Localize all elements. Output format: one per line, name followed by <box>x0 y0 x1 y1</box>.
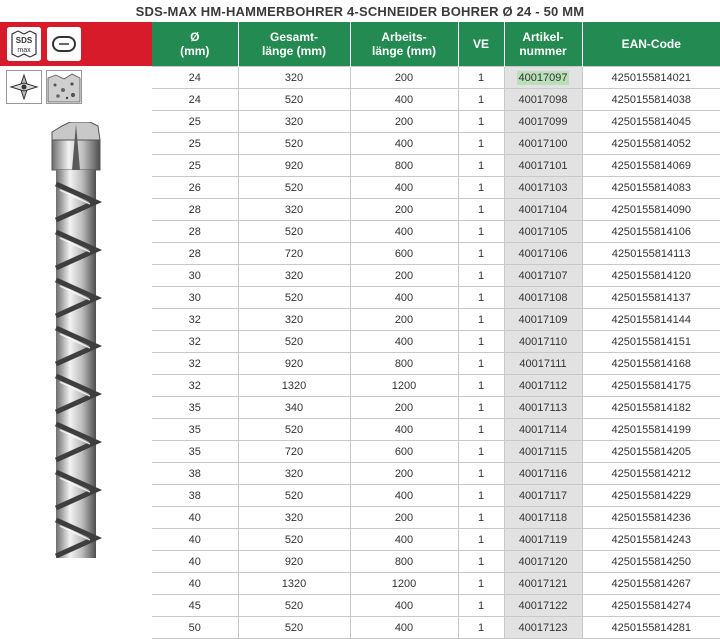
article-number-cell <box>504 287 582 309</box>
article-number-cell <box>504 199 582 221</box>
article-number-text: 40017097 <box>517 71 570 85</box>
diameter-cell: 28 <box>152 221 238 243</box>
article-number-cell <box>504 133 582 155</box>
pack-unit-cell: 1 <box>458 111 504 133</box>
ean-code-cell: 4250155814205 <box>582 441 720 463</box>
pack-unit-cell: 1 <box>458 353 504 375</box>
article-number-text: 40017123 <box>519 622 568 634</box>
article-number-text: 40017114 <box>519 424 567 436</box>
product-table <box>152 22 720 639</box>
article-number-cell <box>504 111 582 133</box>
pack-unit-header <box>458 22 504 67</box>
working-length-cell: 400 <box>350 177 458 199</box>
table-body <box>152 67 720 639</box>
diameter-cell: 32 <box>152 309 238 331</box>
total-length-cell: 520 <box>238 177 350 199</box>
table-row <box>152 551 720 573</box>
article-number-header <box>504 22 582 67</box>
pack-unit-cell: 1 <box>458 309 504 331</box>
ean-code-cell: 4250155814229 <box>582 485 720 507</box>
table-row <box>152 133 720 155</box>
article-number-header-line1: Artikel- <box>505 30 582 44</box>
article-number-cell <box>504 221 582 243</box>
working-length-cell: 400 <box>350 595 458 617</box>
total-length-cell: 1320 <box>238 573 350 595</box>
ean-code-cell: 4250155814175 <box>582 375 720 397</box>
ean-code-cell: 4250155814069 <box>582 155 720 177</box>
pack-unit-cell: 1 <box>458 441 504 463</box>
slot-shank-icon <box>46 26 82 62</box>
sds-max-icon <box>6 26 42 62</box>
pack-unit-cell: 1 <box>458 243 504 265</box>
ean-code-cell: 4250155814038 <box>582 89 720 111</box>
article-number-cell <box>504 463 582 485</box>
working-length-cell: 200 <box>350 463 458 485</box>
total-length-cell: 320 <box>238 199 350 221</box>
article-number-text: 40017121 <box>519 578 568 590</box>
pack-unit-cell: 1 <box>458 133 504 155</box>
working-length-cell: 600 <box>350 441 458 463</box>
ean-code-cell: 4250155814151 <box>582 331 720 353</box>
diameter-cell: 30 <box>152 265 238 287</box>
working-length-header-line2: länge (mm) <box>351 44 458 58</box>
diameter-cell: 28 <box>152 199 238 221</box>
pack-unit-cell: 1 <box>458 551 504 573</box>
diameter-cell: 25 <box>152 111 238 133</box>
article-number-cell <box>504 485 582 507</box>
article-number-text: 40017113 <box>519 402 567 414</box>
total-length-cell: 320 <box>238 463 350 485</box>
ean-code-cell: 4250155814199 <box>582 419 720 441</box>
article-number-text: 40017098 <box>519 94 568 106</box>
total-length-cell: 520 <box>238 617 350 639</box>
diameter-cell: 40 <box>152 551 238 573</box>
article-number-cell <box>504 331 582 353</box>
drill-bit-cross-icon <box>6 70 42 104</box>
article-number-cell <box>504 243 582 265</box>
working-length-cell: 200 <box>350 309 458 331</box>
working-length-cell: 800 <box>350 551 458 573</box>
pack-unit-cell: 1 <box>458 287 504 309</box>
table-row <box>152 507 720 529</box>
table-row <box>152 199 720 221</box>
pack-unit-cell: 1 <box>458 419 504 441</box>
total-length-header-line2: länge (mm) <box>239 44 350 58</box>
diameter-header-line2: (mm) <box>152 44 238 58</box>
total-length-cell: 920 <box>238 551 350 573</box>
pack-unit-cell: 1 <box>458 375 504 397</box>
max-label: max <box>17 47 31 54</box>
page-title: SDS-MAX HM-HAMMERBOHRER 4-SCHNEIDER BOHRER Ø 24 - 50 MM <box>0 0 720 22</box>
pack-unit-header-line1: VE <box>459 37 504 51</box>
article-number-cell <box>504 529 582 551</box>
pack-unit-cell: 1 <box>458 331 504 353</box>
article-number-cell <box>504 441 582 463</box>
ean-code-cell: 4250155814021 <box>582 67 720 89</box>
pack-unit-cell: 1 <box>458 67 504 89</box>
pack-unit-cell: 1 <box>458 199 504 221</box>
pack-unit-cell: 1 <box>458 177 504 199</box>
pack-unit-cell: 1 <box>458 221 504 243</box>
pack-unit-cell: 1 <box>458 507 504 529</box>
diameter-cell: 24 <box>152 89 238 111</box>
ean-code-cell: 4250155814243 <box>582 529 720 551</box>
pack-unit-cell: 1 <box>458 617 504 639</box>
article-number-text: 40017099 <box>519 116 568 128</box>
diameter-cell: 28 <box>152 243 238 265</box>
ean-code-cell: 4250155814090 <box>582 199 720 221</box>
working-length-cell: 400 <box>350 221 458 243</box>
drill-bit-image <box>40 122 112 558</box>
working-length-cell: 600 <box>350 243 458 265</box>
diameter-cell: 25 <box>152 133 238 155</box>
ean-code-cell: 4250155814250 <box>582 551 720 573</box>
table-row <box>152 573 720 595</box>
total-length-cell: 520 <box>238 221 350 243</box>
diameter-header-line1: Ø <box>152 30 238 44</box>
working-length-cell: 400 <box>350 331 458 353</box>
ean-code-cell: 4250155814267 <box>582 573 720 595</box>
table-row <box>152 331 720 353</box>
article-number-text: 40017116 <box>519 468 567 480</box>
article-number-text: 40017120 <box>519 556 568 568</box>
ean-code-cell: 4250155814144 <box>582 309 720 331</box>
total-length-cell: 520 <box>238 419 350 441</box>
table-row <box>152 67 720 89</box>
working-length-cell: 200 <box>350 507 458 529</box>
article-number-cell <box>504 419 582 441</box>
total-length-cell: 520 <box>238 529 350 551</box>
pack-unit-cell: 1 <box>458 485 504 507</box>
article-number-header-line2: nummer <box>505 44 582 58</box>
article-number-cell <box>504 67 582 89</box>
article-number-cell <box>504 89 582 111</box>
diameter-cell: 35 <box>152 441 238 463</box>
total-length-cell: 920 <box>238 155 350 177</box>
working-length-cell: 400 <box>350 529 458 551</box>
ean-code-cell: 4250155814083 <box>582 177 720 199</box>
working-length-cell: 800 <box>350 155 458 177</box>
working-length-cell: 400 <box>350 419 458 441</box>
table-row <box>152 397 720 419</box>
working-length-cell: 400 <box>350 617 458 639</box>
diameter-header <box>152 22 238 67</box>
table-row <box>152 265 720 287</box>
article-number-text: 40017111 <box>519 358 566 370</box>
article-number-text: 40017100 <box>519 138 568 150</box>
pack-unit-cell: 1 <box>458 265 504 287</box>
working-length-header <box>350 22 458 67</box>
masonry-icon <box>46 70 82 104</box>
article-number-text: 40017118 <box>519 512 567 524</box>
article-number-text: 40017105 <box>519 226 568 238</box>
diameter-cell: 32 <box>152 375 238 397</box>
article-number-text: 40017106 <box>519 248 568 260</box>
table-row <box>152 287 720 309</box>
diameter-cell: 26 <box>152 177 238 199</box>
table-row <box>152 309 720 331</box>
total-length-cell: 920 <box>238 353 350 375</box>
pack-unit-cell: 1 <box>458 463 504 485</box>
article-number-cell <box>504 573 582 595</box>
working-length-cell: 1200 <box>350 375 458 397</box>
ean-code-cell: 4250155814182 <box>582 397 720 419</box>
table-row <box>152 463 720 485</box>
article-number-text: 40017107 <box>519 270 568 282</box>
working-length-cell: 400 <box>350 485 458 507</box>
article-number-text: 40017101 <box>519 160 568 172</box>
diameter-cell: 25 <box>152 155 238 177</box>
working-length-cell: 200 <box>350 67 458 89</box>
table-header-row <box>152 22 720 67</box>
ean-code-cell: 4250155814137 <box>582 287 720 309</box>
diameter-cell: 38 <box>152 485 238 507</box>
article-number-cell <box>504 375 582 397</box>
article-number-text: 40017103 <box>519 182 568 194</box>
ean-code-cell: 4250155814274 <box>582 595 720 617</box>
article-number-text: 40017119 <box>519 534 567 546</box>
diameter-cell: 24 <box>152 67 238 89</box>
ean-code-cell: 4250155814045 <box>582 111 720 133</box>
ean-code-header-line1: EAN-Code <box>583 37 720 51</box>
diameter-cell: 40 <box>152 507 238 529</box>
pack-unit-cell: 1 <box>458 529 504 551</box>
article-number-cell <box>504 617 582 639</box>
table-row <box>152 155 720 177</box>
ean-code-cell: 4250155814120 <box>582 265 720 287</box>
table-row <box>152 617 720 639</box>
total-length-header <box>238 22 350 67</box>
article-number-cell <box>504 155 582 177</box>
ean-code-cell: 4250155814212 <box>582 463 720 485</box>
working-length-cell: 400 <box>350 287 458 309</box>
table-row <box>152 111 720 133</box>
total-length-cell: 320 <box>238 111 350 133</box>
working-length-cell: 400 <box>350 133 458 155</box>
article-number-cell <box>504 177 582 199</box>
total-length-cell: 320 <box>238 309 350 331</box>
diameter-cell: 45 <box>152 595 238 617</box>
diameter-cell: 50 <box>152 617 238 639</box>
table-row <box>152 353 720 375</box>
article-number-text: 40017104 <box>519 204 568 216</box>
diameter-cell: 30 <box>152 287 238 309</box>
total-length-cell: 520 <box>238 287 350 309</box>
total-length-cell: 320 <box>238 507 350 529</box>
total-length-cell: 520 <box>238 331 350 353</box>
article-number-text: 40017112 <box>519 380 567 392</box>
diameter-cell: 40 <box>152 529 238 551</box>
diameter-cell: 38 <box>152 463 238 485</box>
sds-label: SDS <box>16 36 33 45</box>
working-length-cell: 800 <box>350 353 458 375</box>
total-length-cell: 520 <box>238 595 350 617</box>
total-length-cell: 340 <box>238 397 350 419</box>
working-length-header-line1: Arbeits- <box>351 30 458 44</box>
article-number-text: 40017117 <box>519 490 567 502</box>
table-row <box>152 177 720 199</box>
pack-unit-cell: 1 <box>458 573 504 595</box>
table-row <box>152 595 720 617</box>
article-number-cell <box>504 397 582 419</box>
pack-unit-cell: 1 <box>458 155 504 177</box>
article-number-text: 40017108 <box>519 292 568 304</box>
diameter-cell: 40 <box>152 573 238 595</box>
table-row <box>152 529 720 551</box>
table-row <box>152 243 720 265</box>
ean-code-cell: 4250155814168 <box>582 353 720 375</box>
table-row <box>152 419 720 441</box>
pack-unit-cell: 1 <box>458 397 504 419</box>
diameter-cell: 32 <box>152 353 238 375</box>
total-length-cell: 320 <box>238 265 350 287</box>
ean-code-cell: 4250155814106 <box>582 221 720 243</box>
table-row <box>152 375 720 397</box>
total-length-cell: 1320 <box>238 375 350 397</box>
article-number-text: 40017110 <box>519 336 567 348</box>
pack-unit-cell: 1 <box>458 595 504 617</box>
diameter-cell: 35 <box>152 419 238 441</box>
total-length-cell: 520 <box>238 133 350 155</box>
ean-code-cell: 4250155814281 <box>582 617 720 639</box>
working-length-cell: 200 <box>350 397 458 419</box>
table-row <box>152 441 720 463</box>
article-number-text: 40017122 <box>519 600 568 612</box>
working-length-cell: 200 <box>350 265 458 287</box>
ean-code-header <box>582 22 720 67</box>
article-number-text: 40017115 <box>519 446 567 458</box>
article-number-cell <box>504 551 582 573</box>
ean-code-cell: 4250155814236 <box>582 507 720 529</box>
article-number-cell <box>504 507 582 529</box>
article-number-cell <box>504 595 582 617</box>
total-length-cell: 720 <box>238 441 350 463</box>
total-length-cell: 520 <box>238 89 350 111</box>
ean-code-cell: 4250155814113 <box>582 243 720 265</box>
total-length-cell: 520 <box>238 485 350 507</box>
article-number-cell <box>504 353 582 375</box>
ean-code-cell: 4250155814052 <box>582 133 720 155</box>
working-length-cell: 200 <box>350 111 458 133</box>
product-image-panel <box>0 22 152 558</box>
total-length-cell: 320 <box>238 67 350 89</box>
article-number-text: 40017109 <box>519 314 568 326</box>
working-length-cell: 200 <box>350 199 458 221</box>
table-row <box>152 485 720 507</box>
diameter-cell: 32 <box>152 331 238 353</box>
diameter-cell: 35 <box>152 397 238 419</box>
table-row <box>152 89 720 111</box>
working-length-cell: 1200 <box>350 573 458 595</box>
working-length-cell: 400 <box>350 89 458 111</box>
table-row <box>152 221 720 243</box>
article-number-cell <box>504 309 582 331</box>
total-length-cell: 720 <box>238 243 350 265</box>
total-length-header-line1: Gesamt- <box>239 30 350 44</box>
pack-unit-cell: 1 <box>458 89 504 111</box>
article-number-cell <box>504 265 582 287</box>
